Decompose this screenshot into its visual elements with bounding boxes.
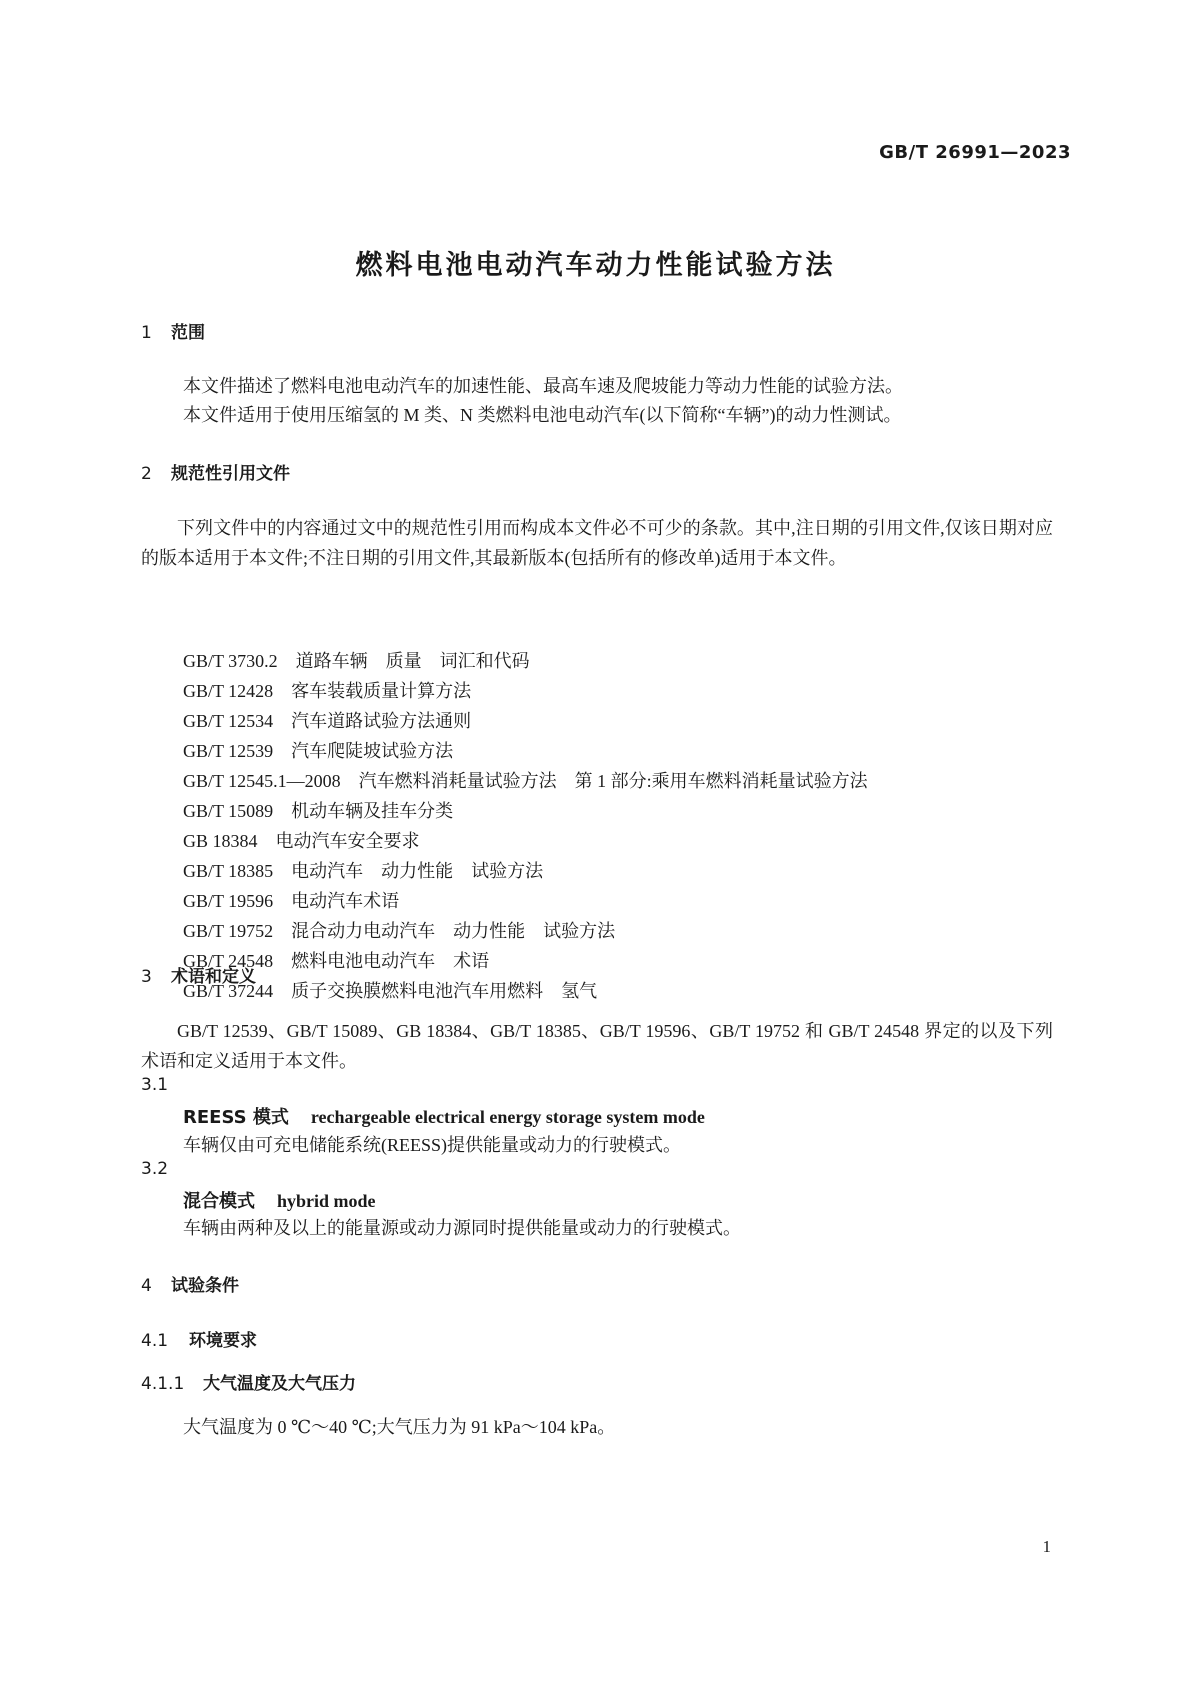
reference-item: GB/T 37244 质子交换膜燃料电池汽车用燃料 氢气 <box>183 981 598 1001</box>
section-title: 术语和定义 <box>171 967 256 987</box>
section-number: 3 <box>141 967 152 987</box>
term-number: 3.1 <box>141 1075 169 1095</box>
section-4-heading <box>141 1271 239 1296</box>
document-title: 燃料电池电动汽车动力性能试验方法 <box>355 250 836 281</box>
section-3-intro: GB/T 12539、GB/T 15089、GB 18384、GB/T 18385、GB/T 19596、GB/T 19752 和 GB/T 24548 界定的以及下列术语和定义适用于本文件。 <box>141 1021 1053 1071</box>
term-number: 3.2 <box>141 1159 169 1179</box>
term-definition: 车辆仅由可充电储能系统(REESS)提供能量或动力的行驶模式。 <box>183 1135 682 1155</box>
term-english: rechargeable electrical energy storage system mode <box>310 1107 705 1127</box>
reference-item: GB/T 12534 汽车道路试验方法通则 <box>183 711 472 731</box>
term-english: hybrid mode <box>277 1191 376 1211</box>
section-number: 4.1.1 <box>141 1374 185 1394</box>
section-title: 范围 <box>171 323 205 343</box>
section-title: 规范性引用文件 <box>171 464 290 484</box>
term-chinese: REESS 模式 <box>183 1107 289 1128</box>
reference-item: GB/T 19596 电动汽车术语 <box>183 891 400 911</box>
page-number: 1 <box>1042 1537 1051 1556</box>
term-title <box>183 1103 705 1129</box>
section-2-intro: 下列文件中的内容通过文中的规范性引用而构成本文件必不可少的条款。其中,注日期的引用文件,仅该日期对应的版本适用于本文件;不注日期的引用文件,其最新版本(包括所有的修改单)适用于本文件。 <box>141 518 1053 568</box>
normative-references-list <box>183 646 868 1006</box>
section-title: 环境要求 <box>189 1331 257 1351</box>
reference-item: GB/T 12545.1—2008 汽车燃料消耗量试验方法 第 1 部分:乘用车燃料消耗量试验方法 <box>183 771 868 791</box>
term-title <box>183 1187 376 1213</box>
reference-item: GB/T 3730.2 道路车辆 质量 词汇和代码 <box>183 651 530 671</box>
section-number: 4.1 <box>141 1331 169 1351</box>
reference-item: GB/T 12428 客车装载质量计算方法 <box>183 681 472 701</box>
term-definition: 车辆由两种及以上的能量源或动力源同时提供能量或动力的行驶模式。 <box>183 1218 741 1238</box>
reference-item: GB/T 18385 电动汽车 动力性能 试验方法 <box>183 861 544 881</box>
reference-item: GB/T 15089 机动车辆及挂车分类 <box>183 801 454 821</box>
section-3-heading <box>141 962 256 987</box>
reference-item: GB/T 12539 汽车爬陡坡试验方法 <box>183 741 454 761</box>
section-4-1-heading <box>141 1326 257 1351</box>
section-1-paragraph-1: 本文件描述了燃料电池电动汽车的加速性能、最高车速及爬坡能力等动力性能的试验方法。 <box>183 376 903 396</box>
standard-code: GB/T 26991—2023 <box>879 142 1071 163</box>
section-number: 4 <box>141 1276 152 1296</box>
reference-item: GB/T 24548 燃料电池电动汽车 术语 <box>183 951 490 971</box>
section-4-1-1-text: 大气温度为 0 ℃～40 ℃;大气压力为 91 kPa～104 kPa。 <box>183 1417 616 1437</box>
section-2-heading <box>141 459 290 484</box>
reference-item: GB/T 19752 混合动力电动汽车 动力性能 试验方法 <box>183 921 616 941</box>
section-1-heading <box>141 318 205 343</box>
section-4-1-1-heading <box>141 1369 356 1394</box>
section-title: 试验条件 <box>171 1276 239 1296</box>
section-1-paragraph-2: 本文件适用于使用压缩氢的 M 类、N 类燃料电池电动汽车(以下简称“车辆”)的动力性测试。 <box>183 405 902 425</box>
term-chinese: 混合模式 <box>183 1191 255 1212</box>
section-title: 大气温度及大气压力 <box>203 1374 356 1394</box>
section-number: 2 <box>141 464 152 484</box>
reference-item: GB 18384 电动汽车安全要求 <box>183 831 420 851</box>
section-number: 1 <box>141 323 152 343</box>
